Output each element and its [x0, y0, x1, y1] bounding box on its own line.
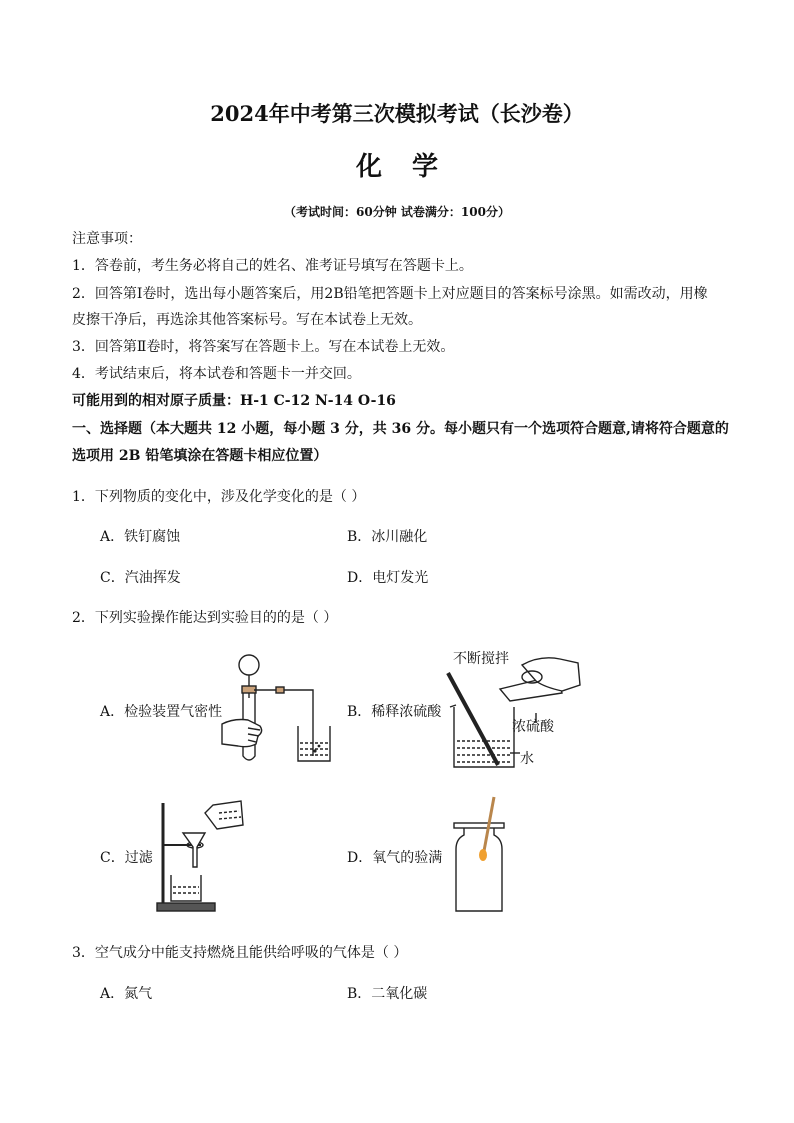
question-2-stem: 2．下列实验操作能达到实验目的的是（ ）: [72, 610, 338, 626]
filtration-figure: [155, 795, 255, 913]
note-item-2: 2．回答第Ⅰ卷时，选出每小题答案后，用2B铅笔把答题卡上对应题目的答案标号涂黑。如需改动，用橡: [72, 286, 708, 302]
question-3-stem: 3．空气成分中能支持燃烧且能供给呼吸的气体是（ ）: [72, 945, 408, 961]
q3-option-a[interactable]: A．氮气: [100, 986, 153, 1002]
note-item-2-cont: 皮擦干净后，再选涂其他答案标号。写在本试卷上无效。: [72, 312, 422, 328]
q2-option-d[interactable]: D．氧气的验满: [347, 850, 443, 866]
stir-label: 不断搅拌: [453, 651, 509, 667]
q1-option-d[interactable]: D．电灯发光: [347, 570, 429, 586]
q2-option-b[interactable]: B．稀释浓硫酸: [347, 704, 442, 720]
q1-option-a[interactable]: A．铁钉腐蚀: [100, 529, 181, 545]
q1-option-c[interactable]: C．汽油挥发: [100, 570, 181, 586]
note-item-4: 4．考试结束后，将本试卷和答题卡一并交回。: [72, 366, 361, 382]
exam-meta: （考试时间：60分钟 试卷满分：100分）: [284, 205, 510, 219]
note-item-1: 1．答卷前，考生务必将自己的姓名、准考证号填写在答题卡上。: [72, 258, 473, 274]
q3-option-b[interactable]: B．二氧化碳: [347, 986, 428, 1002]
acid-label: 浓硫酸: [512, 719, 554, 735]
question-1-stem: 1．下列物质的变化中，涉及化学变化的是（ ）: [72, 489, 366, 505]
exam-title: 2024年中考第三次模拟考试（长沙卷）: [210, 101, 584, 126]
q2-option-c[interactable]: C．过滤: [100, 850, 153, 866]
oxygen-test-figure: [452, 793, 522, 915]
q1-option-b[interactable]: B．冰川融化: [347, 529, 428, 545]
section-heading-cont: 选项用 2B 铅笔填涂在答题卡相应位置）: [72, 448, 328, 464]
section-heading: 一、选择题（本大题共 12 小题，每小题 3 分，共 36 分。每小题只有一个选项符合题意,请将符合题意的: [72, 421, 729, 437]
note-item-3: 3．回答第Ⅱ卷时，将答案写在答题卡上。写在本试卷上无效。: [72, 339, 455, 355]
subject-title: 化学: [355, 152, 468, 182]
atomic-masses: 可能用到的相对原子质量：H-1 C-12 N-14 O-16: [72, 393, 396, 409]
notes-heading: 注意事项：: [72, 231, 142, 247]
water-label: 水: [520, 751, 534, 767]
airtightness-apparatus-figure: [218, 648, 343, 770]
q2-option-a[interactable]: A．检验装置气密性: [100, 704, 223, 720]
